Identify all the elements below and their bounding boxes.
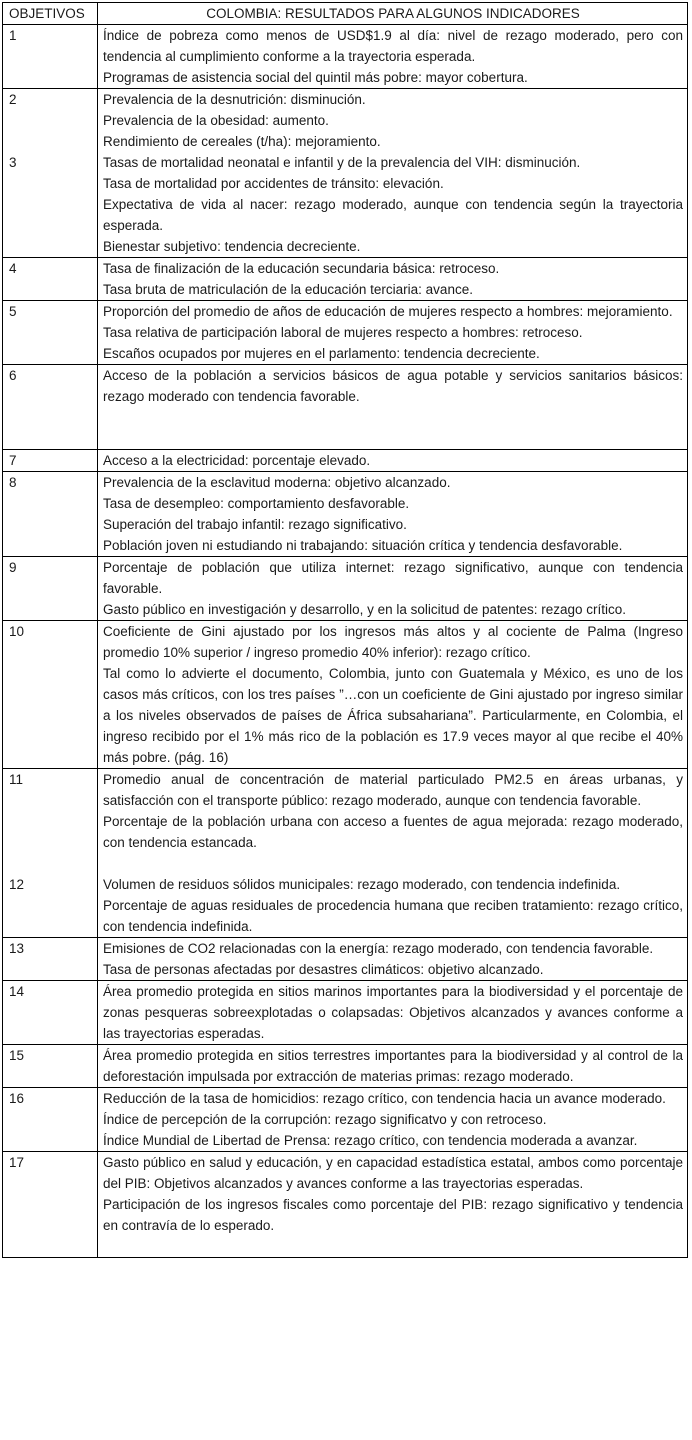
table-row: [3, 769, 688, 938]
table-row: [3, 450, 688, 472]
indicator-text: Tasa de personas afectadas por desastres climáticos: objetivo alcanzado.: [103, 962, 544, 977]
objective-cell: [3, 301, 98, 365]
objective-cell: [3, 258, 98, 301]
indicator-text: Porcentaje de la población urbana con acceso a fuentes de agua mejorada: rezago moderado, con tendencia estancada.: [103, 814, 683, 850]
indicator-text: Coeficiente de Gini ajustado por los ingresos más altos y al cociente de Palma (Ingreso promedio 10% superior / ingreso promedio 40% inferior): rezago crítico.: [103, 624, 683, 660]
indicator-text: Porcentaje de población que utiliza internet: rezago significativo, aunque con tendencia favorable.: [103, 560, 683, 596]
indicator-cell: [98, 621, 688, 769]
spacer: [9, 811, 97, 832]
indicator-text: Porcentaje de aguas residuales de procedencia humana que reciben tratamiento: rezago crítico, con tendencia indefinida.: [103, 898, 683, 934]
spacer: [9, 110, 97, 131]
objective-cell: [3, 621, 98, 769]
table-row: [3, 621, 688, 769]
spacer: [9, 131, 97, 152]
indicator-text: Tasa de mortalidad por accidentes de tránsito: elevación.: [103, 176, 444, 191]
table-row: [3, 557, 688, 621]
indicator-cell: [98, 450, 688, 472]
spacer: [103, 853, 683, 874]
objective-cell: [3, 981, 98, 1045]
objective-number: 13: [9, 941, 25, 956]
objective-cell: [3, 557, 98, 621]
indicator-cell: [98, 25, 688, 89]
indicator-cell: [98, 981, 688, 1045]
spacer: [9, 790, 97, 811]
objective-cell: [3, 769, 98, 938]
objective-number: 6: [9, 368, 17, 383]
indicator-cell: [98, 769, 688, 938]
header-objetivos: OBJETIVOS: [3, 3, 98, 25]
table-row: [3, 258, 688, 301]
indicator-cell: [98, 557, 688, 621]
indicator-text: Tasa bruta de matriculación de la educación terciaria: avance.: [103, 282, 473, 297]
indicator-cell: [98, 1088, 688, 1152]
indicator-text: Acceso a la electricidad: porcentaje elevado.: [103, 453, 371, 468]
indicator-text: Tasa de finalización de la educación secundaria básica: retroceso.: [103, 261, 500, 276]
indicator-text: Prevalencia de la obesidad: aumento.: [103, 113, 329, 128]
spacer: [9, 832, 97, 853]
objective-number: 15: [9, 1048, 25, 1063]
indicator-cell: [98, 365, 688, 450]
indicator-text: Escaños ocupados por mujeres en el parlamento: tendencia decreciente.: [103, 346, 540, 361]
table-row: [3, 25, 688, 89]
indicator-text: Gasto público en salud y educación, y en capacidad estadística estatal, ambos como porcentaje del PIB: Objetivos alcanzados y avances conforme a las trayectorias esperadas.: [103, 1155, 683, 1191]
indicator-text: Gasto público en investigación y desarrollo, y en la solicitud de patentes: rezago crítico.: [103, 602, 627, 617]
indicators-table: [2, 2, 688, 1258]
indicator-text: Rendimiento de cereales (t/ha): mejoramiento.: [103, 134, 381, 149]
indicator-text: Superación del trabajo infantil: rezago significativo.: [103, 517, 407, 532]
objective-number: 2: [9, 92, 17, 107]
table-row: [3, 1152, 688, 1258]
objective-cell: [3, 450, 98, 472]
objective-cell: [3, 365, 98, 450]
indicator-text: Tal como lo advierte el documento, Colombia, junto con Guatemala y México, es uno de los casos más críticos, con los tres países ”…con un coeficiente de Gini ajustado por ingreso similar a los niveles observados de países de África subsahariana”. Particularmente, en Colombia, el ingreso recibido por el 1% más rico de la población es 17.9 veces mayor al que recibe el 40% más pobre. (pág. 16): [103, 666, 683, 765]
indicator-text: Emisiones de CO2 relacionadas con la energía: rezago moderado, con tendencia favorable.: [103, 941, 654, 956]
indicator-text: Área promedio protegida en sitios terrestres importantes para la biodiversidad y al control de la deforestación impulsada por extracción de materias primas: rezago moderado.: [103, 1048, 683, 1084]
indicator-text: Acceso de la población a servicios básicos de agua potable y servicios sanitarios básicos: rezago moderado con tendencia favorable.: [103, 368, 683, 404]
objective-number: 1: [9, 28, 17, 43]
indicator-text: Índice Mundial de Libertad de Prensa: rezago crítico, con tendencia moderada a avanzar.: [103, 1133, 638, 1148]
objective-cell: [3, 938, 98, 981]
table-body: [3, 3, 688, 1258]
objective-cell: [3, 25, 98, 89]
indicator-text: Área promedio protegida en sitios marinos importantes para la biodiversidad y el porcentaje de zonas pesqueras sobreexplotadas o colapsadas: Objetivos alcanzados y avances conforme a las trayectorias esperadas.: [103, 984, 683, 1041]
indicator-text: Población joven ni estudiando ni trabajando: situación crítica y tendencia desfavorable.: [103, 538, 623, 553]
spacer: [9, 853, 97, 874]
objective-number: 8: [9, 475, 17, 490]
objective-cell: [3, 1152, 98, 1258]
objective-number: 4: [9, 261, 17, 276]
objective-number: 10: [9, 624, 25, 639]
indicator-text: Proporción del promedio de años de educación de mujeres respecto a hombres: mejoramiento.: [103, 304, 673, 319]
indicator-text: Volumen de residuos sólidos municipales: rezago moderado, con tendencia indefinida.: [103, 877, 621, 892]
indicator-text: Índice de pobreza como menos de USD$1.9 al día: nivel de rezago moderado, pero con tendencia al cumplimiento conforme a la trayectoria esperada.: [103, 28, 683, 64]
indicator-text: Reducción de la tasa de homicidios: rezago crítico, con tendencia hacia un avance moderado.: [103, 1091, 666, 1106]
objective-cell: [3, 1045, 98, 1088]
table-row: [3, 981, 688, 1045]
indicator-text: Participación de los ingresos fiscales como porcentaje del PIB: rezago significativo y tendencia en contravía de lo esperado.: [103, 1197, 683, 1233]
header-title: COLOMBIA: RESULTADOS PARA ALGUNOS INDICADORES: [98, 3, 688, 25]
indicator-cell: [98, 89, 688, 258]
indicator-cell: [98, 472, 688, 557]
table-row: [3, 1045, 688, 1088]
objective-number: 17: [9, 1155, 25, 1170]
indicator-text: Promedio anual de concentración de material particulado PM2.5 en áreas urbanas, y satisfacción con el transporte público: rezago moderado, aunque con tendencia favorable.: [103, 772, 683, 808]
objective-number: 12: [9, 877, 25, 892]
indicator-text: Bienestar subjetivo: tendencia decreciente.: [103, 239, 361, 254]
objective-number: 7: [9, 453, 17, 468]
indicator-text: Prevalencia de la desnutrición: disminución.: [103, 92, 366, 107]
objective-number: 5: [9, 304, 17, 319]
indicator-cell: [98, 301, 688, 365]
indicator-text: Programas de asistencia social del quintil más pobre: mayor cobertura.: [103, 70, 528, 85]
objective-cell: [3, 472, 98, 557]
objective-cell: [3, 1088, 98, 1152]
table-row: [3, 938, 688, 981]
table-row: [3, 1088, 688, 1152]
table-row: [3, 89, 688, 258]
indicator-cell: [98, 938, 688, 981]
indicator-text: Tasa de desempleo: comportamiento desfavorable.: [103, 496, 410, 511]
objective-cell: [3, 89, 98, 258]
indicator-cell: [98, 1045, 688, 1088]
objective-number: 16: [9, 1091, 25, 1106]
indicator-text: Prevalencia de la esclavitud moderna: objetivo alcanzado.: [103, 475, 451, 490]
header-row: [3, 3, 688, 25]
indicator-cell: [98, 1152, 688, 1258]
indicator-text: Índice de percepción de la corrupción: rezago significatvo y con retroceso.: [103, 1112, 547, 1127]
table-row: [3, 365, 688, 450]
indicator-text: Tasa relativa de participación laboral de mujeres respecto a hombres: retroceso.: [103, 325, 583, 340]
objective-number: 9: [9, 560, 17, 575]
spacer: [103, 1236, 683, 1257]
indicator-text: Tasas de mortalidad neonatal e infantil y de la prevalencia del VIH: disminución.: [103, 155, 581, 170]
indicator-cell: [98, 258, 688, 301]
table-row: [3, 301, 688, 365]
spacer: [103, 407, 683, 428]
objective-number: 3: [9, 155, 17, 170]
indicator-text: Expectativa de vida al nacer: rezago moderado, aunque con tendencia según la trayectoria esperada.: [103, 197, 683, 233]
table-row: [3, 472, 688, 557]
objective-number: 14: [9, 984, 25, 999]
objective-number: 11: [9, 772, 24, 787]
spacer: [103, 428, 683, 449]
